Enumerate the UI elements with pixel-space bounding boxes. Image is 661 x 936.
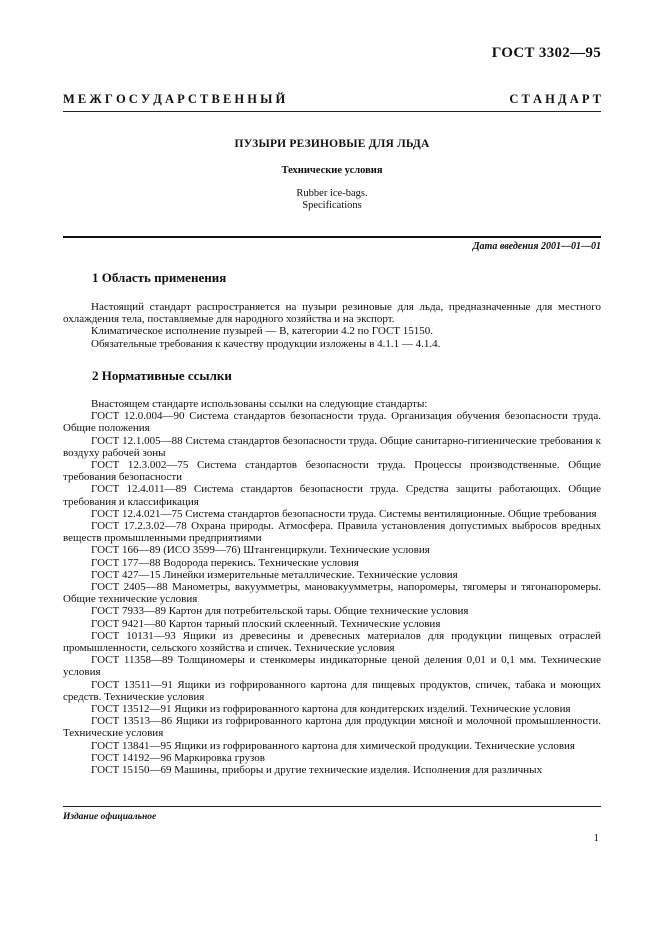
reference-item: ГОСТ 9421—80 Картон тарный плоский склеенный. Технические условия [91,617,441,630]
reference-item: ГОСТ 12.0.004—90 Система стандартов безопасности труда. Организация обучения безопасности труда. Общие положения [63,410,601,435]
document-subtitle: Технические условия [281,165,383,176]
banner-word-interstate: М Е Ж Г О С У Д А Р С Т В Е Н Н Ы Й [63,92,286,106]
reference-item: ГОСТ 10131—93 Ящики из древесины и древесных материалов для продукции пищевых отраслей промышленности, сельского хозяйства и спичек. Технические условия [63,629,601,655]
reference-item: ГОСТ 177—88 Водорода перекись. Технические условия [91,556,359,569]
reference-item: ГОСТ 427—15 Линейки измерительные металлические. Технические условия [91,568,458,581]
section-1-paragraph-3: Обязательные требования к качеству продукции изложены в 4.1.1 — 4.1.4. [91,337,441,350]
title-divider [63,236,601,238]
section-1-paragraph-2: Климатическое исполнение пузырей — В, категории 4.2 по ГОСТ 15150. [91,325,433,338]
reference-item: ГОСТ 14192—96 Маркировка грузов [91,751,265,764]
reference-item: ГОСТ 11358—89 Толщиномеры и стенкомеры индикаторные ценой деления 0,01 и 0,1 мм. Технические условия [63,654,601,679]
reference-item: ГОСТ 13513—86 Ящики из гофрированного картона для продукции мясной и молочной промышленности. Технические условия [63,715,601,740]
reference-item: ГОСТ 12.3.002—75 Система стандартов безопасности труда. Процессы производственные. Общие требования безопасности [63,459,601,484]
reference-item: ГОСТ 7933—89 Картон для потребительской тары. Общие технические условия [91,605,469,618]
section-1-paragraph-1: Настоящий стандарт распространяется на пузыри резиновые для льда, предназначенные для местного охлаждения тела, поставляемые для народного хозяйства и на экспорт. [63,301,601,326]
reference-item: ГОСТ 15150—69 Машины, приборы и другие технические изделия. Исполнения для различных [91,764,543,777]
footer-divider [63,806,601,807]
interstate-standard-banner [63,92,601,107]
section-2-heading: 2 Нормативные ссылки [92,368,232,383]
reference-item: ГОСТ 13841—95 Ящики из гофрированного картона для химической продукции. Технические условия [91,739,575,752]
introduction-date: Дата введения 2001—01—01 [472,241,601,252]
reference-item: ГОСТ 13512—91 Ящики из гофрированного картона для кондитерских изделий. Технические условия [91,703,571,716]
section-1-body [63,301,601,350]
section-2-intro: Внастоящем стандарте использованы ссылки на следующие стандарты: [91,398,428,410]
banner-word-standard: С Т А Н Д А Р Т [509,92,601,106]
reference-item: ГОСТ 13511—91 Ящики из гофрированного картона для пищевых продуктов, спичек, табака и моющих средств. Технические условия [63,678,601,703]
reference-item: ГОСТ 12.4.011—89 Система стандартов безопасности труда. Средства защиты работающих. Общие требования и классификация [63,483,601,508]
reference-item: ГОСТ 17.2.3.02—78 Охрана природы. Атмосфера. Правила установления допустимых выбросов вредных веществ промышленными предприятиями [63,520,601,545]
header-divider [63,111,601,112]
reference-item: ГОСТ 12.4.021—75 Система стандартов безопасности труда. Системы вентиляционные. Общие требования [91,507,597,520]
reference-item: ГОСТ 12.1.005—88 Система стандартов безопасности труда. Общие санитарно-гигиенические требования к воздуху рабочей зоны [63,434,601,459]
section-2-body [63,398,601,776]
page-number: 1 [593,832,599,844]
standard-number: ГОСТ 3302—95 [491,45,601,61]
document-title: ПУЗЫРИ РЕЗИНОВЫЕ ДЛЯ ЛЬДА [234,138,430,150]
section-1-heading: 1 Область применения [92,270,227,285]
reference-item: ГОСТ 166—89 (ИСО 3599—76) Штангенциркули. Технические условия [91,544,430,557]
english-title-line-2: Specifications [302,200,362,211]
english-title [63,188,601,212]
reference-item: ГОСТ 2405—88 Манометры, вакуумметры, мановакуумметры, напоромеры, тягомеры и тягонапоромеры. Общие технические условия [63,581,601,606]
official-edition-label: Издание официальное [63,812,157,822]
english-title-line-1: Rubber ice-bags. [296,188,368,199]
